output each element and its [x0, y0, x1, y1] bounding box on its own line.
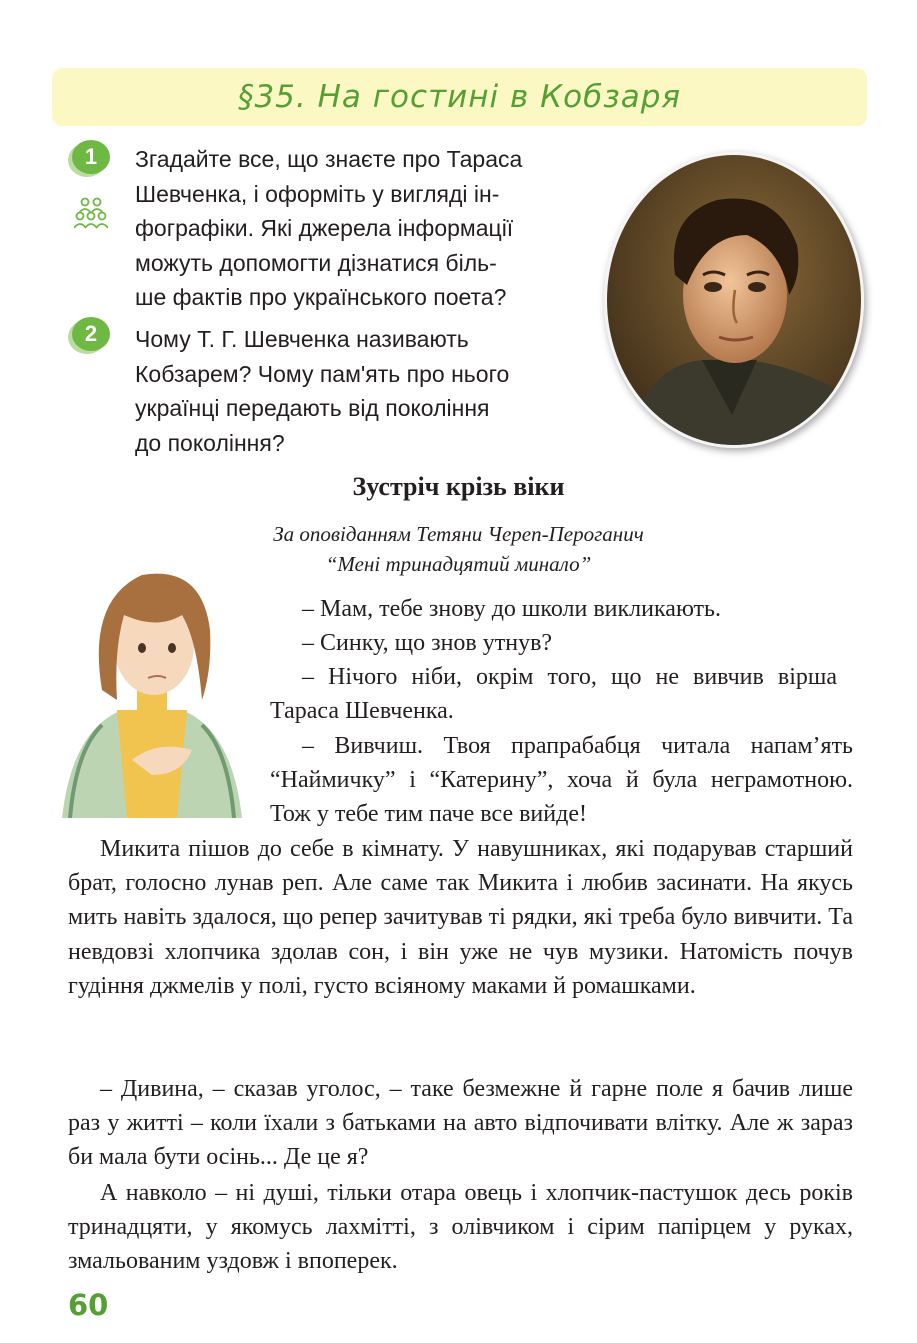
task-2-text	[135, 322, 509, 460]
boy-illustration	[62, 560, 242, 818]
story-paragraph: – Вивчиш. Твоя прапрабабця читала напам’ять “Наймичку” і “Катерину”, хоча й була неграмотною. Тож у тебе тим паче все вийде!	[270, 733, 853, 828]
story-paragraph: А навколо – ні душі, тільки отара овець і хлопчик-пастушок десь років тринадцяти, у якомусь лахмітті, з олівчиком і сірим папірцем у руках, змальованим уздовж і впоперек.	[68, 1180, 853, 1275]
section-title: §35. На гостині в Кобзаря	[237, 79, 682, 115]
story-paragraph: – Мам, тебе знову до школи викликають.	[302, 596, 721, 622]
story-paragraph: – Синку, що знов утнув?	[302, 630, 553, 656]
task-2-line: до покоління?	[135, 429, 285, 456]
byline-author: За оповіданням Тетяни Череп-Пероганич	[273, 522, 644, 546]
story-paragraph: – Дивина, – сказав уголос, – таке безмежне й гарне поле я бачив лише раз у житті – коли їхали з батьками на авто відпочивати влітку. Але ж зараз би мала бути осінь... Де це я?	[68, 1076, 853, 1171]
task-1-line: ше фактів про українського поета?	[135, 284, 507, 310]
shevchenko-portrait	[604, 152, 864, 448]
group-work-icon	[74, 196, 108, 230]
task-2-line: Чому Т. Г. Шевченка називають	[135, 326, 469, 352]
task-2-line: Кобзарем? Чому пам'ять про нього	[135, 360, 510, 387]
task-1-line: можуть допомогти дізнатися біль-	[135, 249, 497, 276]
task-1-line: Шевченка, і оформіть у вигляді ін-	[135, 180, 500, 207]
byline-source: “Мені тринадцятий минало”	[325, 552, 592, 576]
task-number-1: 1	[72, 140, 110, 174]
task-2-line: українці передають від покоління	[135, 395, 490, 421]
page-number: 60	[68, 1288, 109, 1322]
task-1-line: фографіки. Які джерела інформації	[135, 215, 514, 241]
task-1-text	[135, 142, 522, 315]
story-title: Зустріч крізь віки	[352, 472, 565, 501]
task-1-line: Згадайте все, що знаєте про Тараса	[135, 146, 523, 172]
story-paragraph: – Нічого ніби, окрім того, що не вивчив вірша Тараса Шевченка.	[270, 664, 837, 725]
section-banner	[52, 68, 867, 126]
story-paragraph: Микита пішов до себе в кімнату. У навушниках, які подарував старший брат, голосно лунав реп. Але саме так Микита і любив засинати. На якусь мить навіть здалося, що репер зачитував ті рядки, які треба було вивчити. Та невдовзі хлопчика здолав сон, і він уже не чув музики. Натомість почув гудіння джмелів у полі, густо всіяному маками й ромашками.	[68, 836, 854, 999]
task-number-2: 2	[72, 317, 110, 351]
